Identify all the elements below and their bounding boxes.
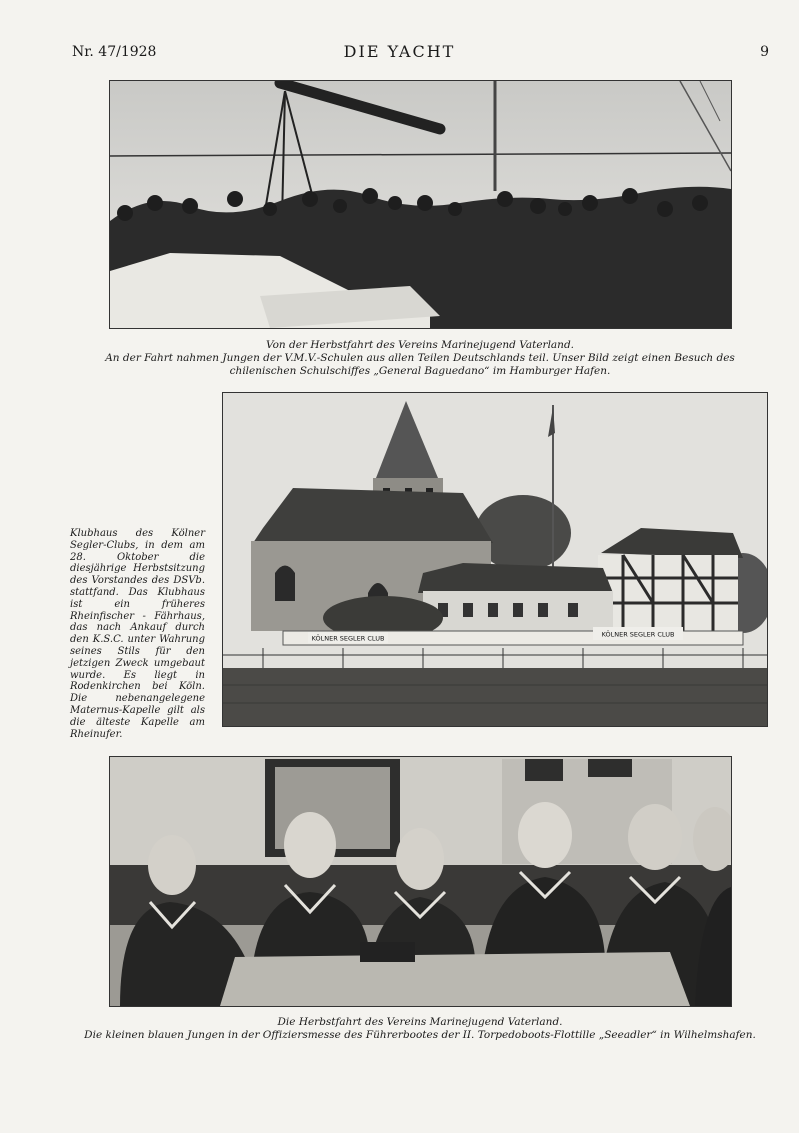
photo-ship-visit [109,80,732,329]
caption-line: Von der Herbstfahrt des Vereins Marinejugend Vaterland. [265,339,575,351]
caption-line: chilenischen Schulschiffes „General Baguedano“ im Hamburger Hafen. [229,365,611,377]
magazine-title: DIE YACHT [343,42,456,61]
sign-club-right: KÖLNER SEGLER CLUB [601,630,675,639]
caption-line: An der Fahrt nahmen Jungen der V.M.V.-Schulen aus allen Teilen Deutschlands teil. Unser Bild zeigt einen Besuch des [105,352,735,364]
photo-clubhouse [222,392,768,727]
caption-line: Die Herbstfahrt des Vereins Marinejugend Vaterland. [277,1016,563,1028]
caption-photo-clubhouse: Klubhaus des Kölner Segler-Clubs, in dem am 28. Oktober die diesjährige Herbstsitzung des Vorstandes des DSVb. stattfand. Das Klubhaus ist ein früheres Rheinfischer - Fährhaus, das nach Ankauf durch den K.S.C. unter Wahrung seines Stils für den jetzigen Zweck umgebaut wurde. Es liegt in Rodenkirchen bei Köln. Die nebenangelegene Maternus-Kapelle gilt als die älteste Kapelle am Rheinufer. [70,528,205,740]
photo-officers-mess [109,756,732,1007]
caption-line: Die kleinen blauen Jungen in der Offiziersmesse des Führerbootes der II. Torpedoboots-Flottille „Seeadler“ in Wilhelmshafen. [84,1029,756,1041]
sign-club-left: KÖLNER SEGLER CLUB [311,634,385,643]
caption-photo-officers-mess [75,1016,765,1042]
caption-photo-ship-visit [75,339,765,378]
issue-number: Nr. 47/1928 [72,44,157,60]
page-number: 9 [760,44,769,60]
